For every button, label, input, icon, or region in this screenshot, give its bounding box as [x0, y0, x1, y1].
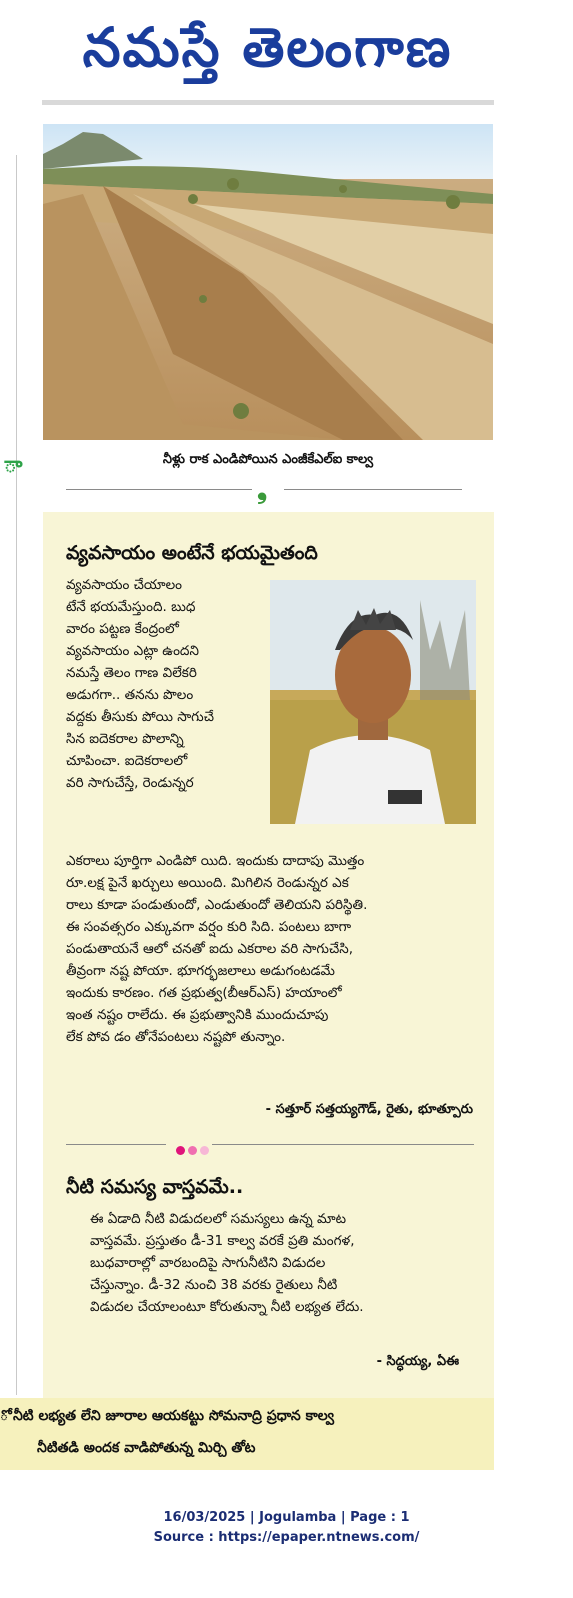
- text-line: వ్యవసాయం ఎట్లా ఉందని: [66, 643, 199, 659]
- text-line: సిన ఐదెకరాల పొలాన్ని: [66, 731, 184, 747]
- text-line: వద్దకు తీసుకు పోయి సాగుచే: [66, 709, 214, 725]
- article2-heading: నీటి సమస్య వాస్తవమే..: [66, 1176, 244, 1198]
- swirl-ornament-icon: ా: [4, 453, 23, 478]
- separator-right-2: [212, 1144, 474, 1145]
- text-line: నమస్తే తెలం గాణ విలేకరి: [66, 665, 197, 681]
- top-photo-caption: నీళ్లు రాక ఎండిపోయిన ఎంజీకేఎల్‌ఐ కాల్వ: [162, 452, 374, 467]
- bottom-caption-1: ో నీటి లభ్యత లేని జూరాల ఆయకట్టు సోమనాద్రి ప్రధాన కాల్వ: [0, 1408, 335, 1424]
- text-line: వరి సాగుచేస్తే, రెండున్నర: [66, 775, 194, 791]
- text-line: వ్యవసాయం చేయాలం: [66, 577, 183, 593]
- text-line: చూపించా. ఐదెకరాలలో: [66, 753, 188, 769]
- quote-mark-icon: ❟: [257, 475, 268, 505]
- bottom-caption-2: నీటితడి అందక వాడిపోతున్న మిర్చి తోట: [37, 1440, 256, 1456]
- text-line: చేస్తున్నాం. డీ-32 నుంచి 38 వరకు రైతులు నీటి: [90, 1277, 338, 1293]
- separator-left-2: [66, 1144, 166, 1145]
- dry-canal-photo: [43, 124, 493, 440]
- text-line: పండుతాయనే ఆలో చనతో ఐదు ఎకరాల వరి సాగుచేసి,: [66, 941, 353, 957]
- text-line: అడుగగా.. తనను పొలం: [66, 687, 194, 703]
- text-line: ఇందుకు కారణం. గత ప్రభుత్వ(బీఆర్‌ఎస్‌) హయాంలో: [66, 985, 342, 1001]
- footer-source-link[interactable]: Source : https://epaper.ntnews.com/: [153, 1530, 420, 1545]
- text-line: ఎకరాలు పూర్తిగా ఎండిపో యిది. ఇందుకు దాదాపు మొత్తం: [66, 853, 365, 869]
- separator-left: [66, 489, 252, 490]
- text-line: విడుదల చేయాలంటూ కోరుతున్నా నీటి లభ్యత లేదు.: [90, 1299, 364, 1315]
- masthead-title: నమస్తే తెలంగాణ: [82, 15, 453, 79]
- text-line: రాలు కూడా పండుతుందో, ఎండుతుందో తెలియని పరిస్థితి.: [66, 897, 368, 913]
- text-line: టేనే భయమేస్తుంది. బుధ: [66, 599, 196, 615]
- text-line: వారం పట్టణ కేంద్రంలో: [66, 621, 179, 637]
- text-line: లేక పోవ డం తోనేపంటలు నష్టపో తున్నాం.: [66, 1029, 286, 1045]
- masthead: [40, 6, 495, 88]
- article2-signature: - సిద్ధయ్య, ఏఈ: [376, 1354, 459, 1369]
- text-line: రూ.లక్ష పైనే ఖర్చులు అయింది. మిగిలిన రెండున్నర ఎక: [66, 875, 349, 891]
- masthead-rule: [42, 100, 494, 105]
- article1-heading: వ్యవసాయం అంటేనే భయమైతంది: [66, 542, 318, 564]
- farmer-photo: [270, 580, 476, 824]
- article1-wrapped-text: [66, 574, 214, 794]
- article1-body-text: [66, 850, 486, 1048]
- text-line: ఈ సంవత్సరం ఎక్కువగా వర్షం కురి సిది. పంటలు బాగా: [66, 919, 352, 935]
- text-line: బుధవారాల్లో వారబందిపై సాగునీటిని విడుదల: [90, 1255, 326, 1271]
- text-line: వాస్తవమే. ప్రస్తుతం డీ-31 కాల్వ వరకే ప్రతి మంగళ,: [90, 1233, 355, 1249]
- dot-separator: [176, 1140, 212, 1159]
- margin-rule: [16, 155, 17, 1395]
- article2-body-text: [90, 1208, 490, 1318]
- text-line: ఇంత నష్టం రాలేదు. ఈ ప్రభుత్వానికి ముందుచూపు: [66, 1007, 329, 1023]
- separator-right: [284, 489, 462, 490]
- footer-date-edition: 16/03/2025 | Jogulamba | Page : 1: [163, 1510, 410, 1525]
- text-line: తీవ్రంగా నష్ట పోయా. భూగర్భజలాలు అడుగంటడమే: [66, 963, 335, 979]
- text-line: ఈ ఏడాది నీటి విడుదలలో సమస్యలు ఉన్న మాట: [90, 1211, 347, 1227]
- article1-signature: - సత్తూర్‌ సత్తయ్యగౌడ్‌, రైతు, భూత్పూరు: [265, 1102, 473, 1117]
